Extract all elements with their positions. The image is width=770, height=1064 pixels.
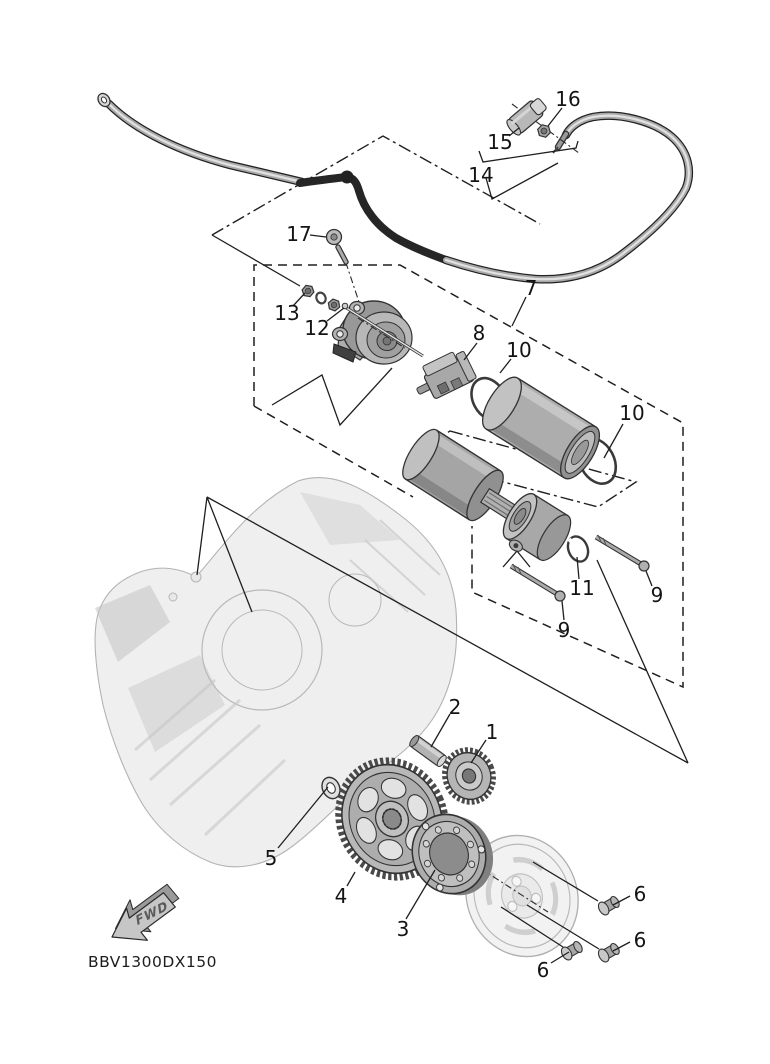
- callout-15: 15: [487, 130, 513, 154]
- crankcase-boss-hole-2: [169, 593, 177, 601]
- flange-bolt-6: [559, 939, 584, 962]
- leader-2: [431, 714, 450, 747]
- leader-7: [512, 297, 526, 326]
- callout-11: 11: [569, 576, 595, 600]
- terminal-washer: [315, 291, 328, 305]
- callout-9b: 9: [557, 618, 571, 642]
- callout-10b: 10: [619, 401, 645, 425]
- washer-11: [564, 533, 591, 564]
- through-bolt-9-left: [511, 564, 565, 601]
- callout-2: 2: [448, 695, 462, 719]
- callout-4: 4: [334, 884, 348, 908]
- cable-boot-segment: [300, 177, 446, 260]
- callout-6a: 6: [633, 882, 647, 906]
- callout-1: 1: [485, 720, 499, 744]
- through-bolt-9-right: [596, 535, 649, 571]
- starter-clutch-gear-1: [436, 742, 501, 810]
- callout-14: 14: [468, 163, 494, 187]
- cable-loop-run: [446, 116, 689, 280]
- callout-17: 17: [286, 222, 312, 246]
- terminal-nuts-13: [301, 285, 341, 312]
- starter-front-bracket: [333, 301, 424, 364]
- callout-6c: 6: [536, 958, 550, 982]
- leader-10b: [604, 424, 623, 458]
- leader-4: [347, 872, 355, 886]
- mount-bolt-17: [327, 230, 347, 263]
- pointer-line-steep: [597, 560, 688, 763]
- callout-5: 5: [264, 846, 278, 870]
- callout-8: 8: [472, 321, 486, 345]
- flange-bolt-6: [596, 894, 621, 917]
- callout-6b: 6: [633, 928, 647, 952]
- callout-13: 13: [274, 301, 300, 325]
- callout-16: 16: [555, 87, 581, 111]
- callout-7: 7: [524, 276, 538, 300]
- section-zigzag-front: [272, 368, 392, 425]
- section-zigzag-rear: [503, 551, 530, 567]
- leader-17: [310, 235, 326, 237]
- starter-cable-assembly: [95, 91, 688, 279]
- fwd-direction-arrow: [101, 880, 190, 954]
- cable-boot: [341, 171, 354, 184]
- cable-left-run: [109, 104, 302, 182]
- callout-9a: 9: [650, 583, 664, 607]
- callout-3: 3: [396, 917, 410, 941]
- diagram-code: BBV1300DX150: [88, 953, 217, 971]
- terminal-nut-16: [536, 124, 551, 138]
- callout-12: 12: [304, 316, 330, 340]
- callout-10a: 10: [506, 338, 532, 362]
- dowel-pin-2: [408, 734, 448, 768]
- pinion-shaft: [383, 337, 391, 345]
- leader-14: [486, 163, 558, 199]
- crankcase-boss-hole-1: [191, 572, 201, 582]
- flange-bolt-6: [596, 941, 621, 964]
- fwd-label: FWD: [133, 897, 171, 929]
- leader-8: [464, 343, 477, 360]
